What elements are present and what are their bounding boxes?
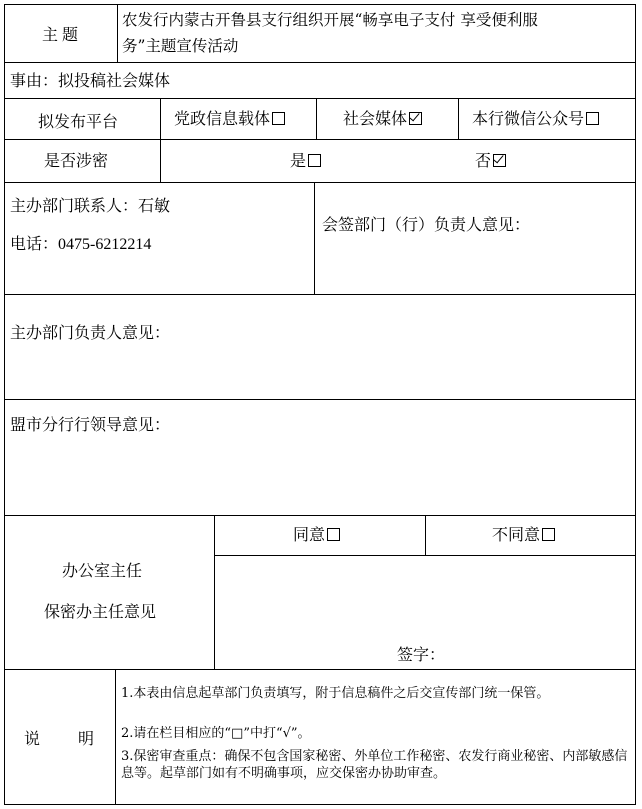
phone-value: 0475-6212214 — [58, 236, 152, 253]
host-head-label: 主办部门负责人意见： — [10, 323, 171, 342]
signature-label: 签字： — [397, 645, 446, 664]
disagree-label: 不同意 — [492, 525, 541, 544]
cosign-cell — [314, 182, 636, 295]
disagree-option[interactable] — [492, 524, 555, 546]
platform-option-1-label: 党政信息载体 — [174, 109, 271, 128]
platform-option-2-label: 社会媒体 — [343, 109, 408, 128]
notes-label-2: 明 — [78, 729, 95, 748]
secret-options-cell — [160, 139, 636, 183]
note-2: 2.请在栏目相应的“□”中打“√”。 — [121, 726, 311, 741]
secret-no-label: 否 — [475, 151, 492, 170]
notes-label-cell — [4, 669, 116, 805]
contact-text: 主办部门联系人：石敏 — [10, 196, 171, 215]
office-line-2: 保密办主任意见 — [44, 602, 157, 621]
checkbox-checked-icon[interactable] — [409, 112, 422, 125]
cosign-label: 会签部门（行）负责人意见： — [322, 215, 531, 234]
office-label-cell — [4, 515, 215, 670]
secret-label: 是否涉密 — [44, 151, 109, 170]
platform-label: 拟发布平台 — [38, 112, 119, 131]
league-leader-label: 盟市分行行领导意见： — [10, 415, 171, 434]
secret-no-option[interactable] — [475, 150, 506, 172]
subject-line-2: 务”主题宣传活动 — [122, 37, 239, 55]
note-1: 1.本表由信息起草部门负责填写，附于信息稿件之后交宣传部门统一保管。 — [121, 686, 550, 701]
host-head-cell — [4, 294, 636, 400]
secret-yes-option[interactable] — [290, 150, 321, 172]
reason-text: 事由：拟投稿社会媒体 — [10, 71, 171, 90]
note-3: 3.保密审查重点：确保不包含国家秘密、外单位工作秘密、农发行商业秘密、内部敏感信息等。起草部门如有不明确事项，应交保密办协助审查。 — [121, 749, 628, 781]
checkbox-icon[interactable] — [308, 154, 321, 167]
platform-option-3-label: 本行微信公众号 — [472, 109, 585, 128]
subject-label: 主题 — [42, 25, 83, 44]
checkbox-icon[interactable] — [272, 112, 285, 125]
checkbox-icon[interactable] — [327, 528, 340, 541]
secret-yes-label: 是 — [290, 151, 307, 170]
platform-option-2[interactable] — [343, 108, 422, 130]
subject-line-1: 农发行内蒙古开鲁县支行组织开展“畅享电子支付 享受便利服 — [122, 11, 538, 29]
platform-option-3[interactable] — [472, 108, 599, 130]
phone-label: 电话： — [10, 234, 59, 253]
notes-label-1: 说 — [24, 729, 41, 748]
office-line-1: 办公室主任 — [62, 561, 143, 580]
agree-label: 同意 — [293, 525, 326, 544]
platform-option-1[interactable] — [174, 108, 285, 130]
checkbox-icon[interactable] — [586, 112, 599, 125]
phone-row — [10, 233, 151, 256]
agree-option[interactable] — [293, 524, 340, 546]
checkbox-checked-icon[interactable] — [493, 154, 506, 167]
checkbox-icon[interactable] — [542, 528, 555, 541]
